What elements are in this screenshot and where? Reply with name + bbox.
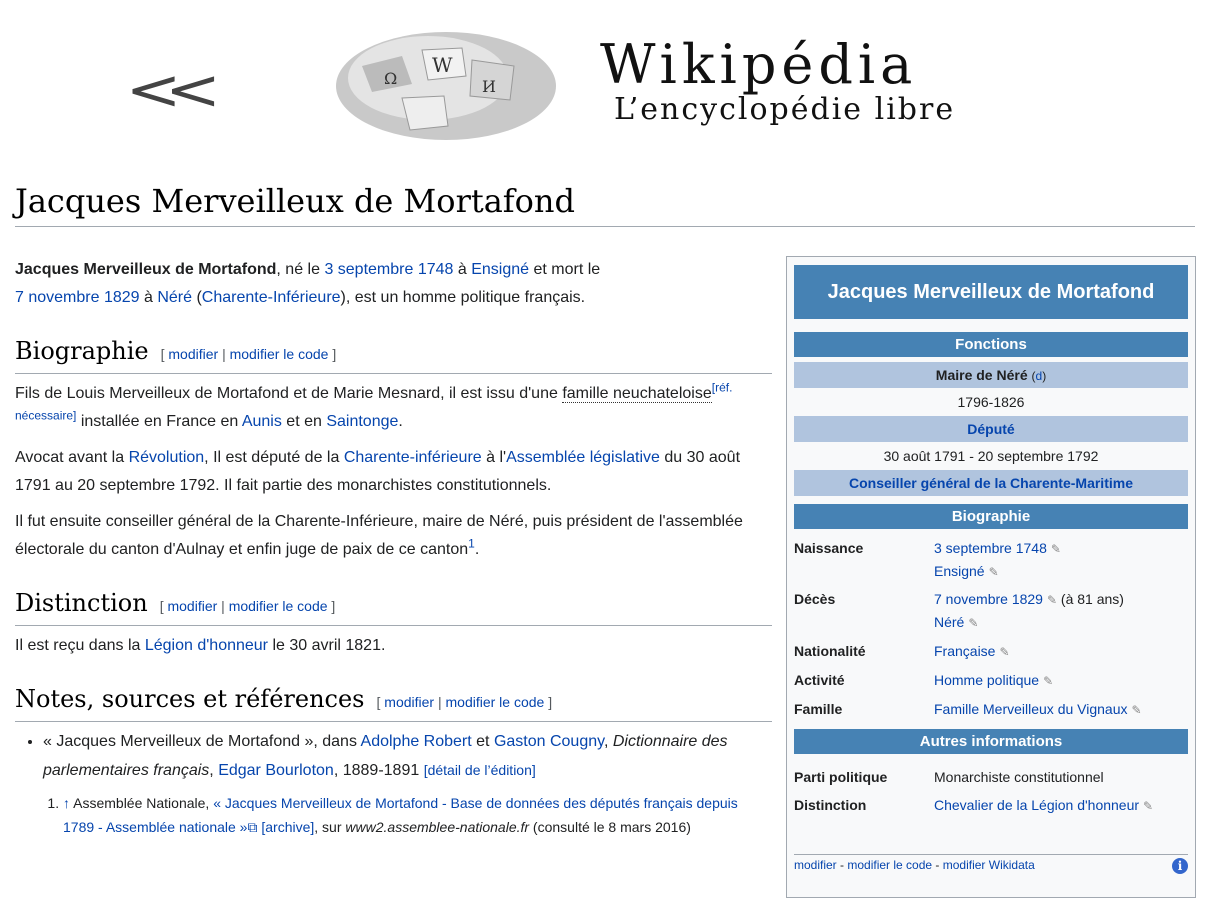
back-label: << [125, 58, 205, 123]
infobox-row-distinction [787, 788, 1195, 817]
bio-text: . [474, 541, 480, 558]
ref-text: (consulté le 8 mars 2016) [529, 819, 691, 835]
edit-sep: | [434, 694, 446, 710]
external-link-icon: ⧉ [247, 819, 258, 835]
footer-sep: - [932, 858, 943, 872]
infobox [786, 256, 1196, 898]
distinction-paragraph [15, 632, 772, 660]
famille-term: famille neuchateloise [562, 385, 712, 402]
birth-date-link[interactable]: 3 septembre 1748 [324, 261, 454, 278]
intro-text: ( [192, 289, 202, 306]
infobox-section-autres: Autres informations [794, 729, 1188, 754]
edit-bracket: [ [376, 694, 385, 710]
bio-text: installée en France en [76, 413, 242, 430]
modifier-code-link[interactable]: modifier le code [228, 598, 328, 614]
naissance-value [934, 537, 1188, 583]
modifier-link[interactable]: modifier [168, 346, 219, 362]
heading-text: Biographie [15, 337, 149, 365]
source-text: « Jacques Merveilleux de Mortafond », dans [43, 733, 361, 750]
section-edit-links [377, 694, 553, 710]
article-content [15, 256, 772, 839]
footer-modifier-code-link[interactable]: modifier le code [847, 858, 933, 872]
ref-needed-link[interactable]: [réf. nécessaire] [15, 380, 733, 423]
ref-text: Assemblée Nationale, [70, 795, 214, 811]
conseiller-link[interactable]: Conseiller général de la Charente-Maritime [849, 475, 1133, 491]
pencil-icon[interactable]: ✎ [988, 565, 999, 579]
back-button[interactable] [125, 58, 204, 123]
deces-date-link[interactable]: 7 novembre 1829 [934, 591, 1043, 607]
intro-text: et mort le [529, 261, 601, 278]
bio-text: du 30 août 1791 au 20 septembre 1792. Il fait partie des monarchistes constitutionnels. [15, 449, 741, 494]
infobox-row-parti [787, 754, 1195, 788]
intro-text: ), est un homme politique français. [340, 289, 586, 306]
nationalite-link[interactable]: Française [934, 643, 996, 659]
heading-notes [15, 682, 772, 722]
source-text: et [471, 733, 494, 750]
cougny-link[interactable]: Gaston Cougny [493, 733, 604, 750]
pencil-icon[interactable]: ✎ [1050, 542, 1061, 556]
infobox-conseiller [794, 470, 1188, 496]
edit-sep: | [218, 346, 230, 362]
ref-back-arrow[interactable]: ↑ [63, 795, 70, 811]
ref-site: www2.assemblee-nationale.fr [345, 819, 530, 835]
edit-bracket: ] [327, 598, 336, 614]
infobox-section-biographie: Biographie [794, 504, 1188, 529]
distinction-link[interactable]: Chevalier de la Légion d'honneur [934, 797, 1140, 813]
source-text: , [603, 733, 613, 750]
activite-label: Activité [794, 672, 845, 688]
intro-text: , né le [276, 261, 325, 278]
famille-link[interactable]: Famille Merveilleux du Vignaux [934, 701, 1128, 717]
edit-sep: | [217, 598, 229, 614]
activite-link[interactable]: Homme politique [934, 672, 1040, 688]
wikipedia-globe-logo[interactable] [332, 26, 560, 140]
intro-name: Jacques Merveilleux de Mortafond [15, 261, 277, 278]
infobox-section-fonctions: Fonctions [794, 332, 1188, 357]
edit-bracket: ] [544, 694, 553, 710]
svg-text:W: W [432, 53, 453, 77]
infobox-depute-dates: 30 août 1791 - 20 septembre 1792 [883, 448, 1099, 464]
edition-detail-link[interactable]: [détail de l’édition] [423, 762, 536, 778]
wordmark[interactable]: Wikipédia [600, 33, 918, 96]
deces-value [934, 588, 1188, 634]
famille-label: Famille [794, 701, 843, 717]
robert-link[interactable]: Adolphe Robert [360, 733, 472, 750]
parti-label: Parti politique [794, 769, 888, 785]
tagline: L’encyclopédie libre [614, 92, 956, 127]
deces-age: (à 81 ans) [1057, 591, 1124, 607]
parti-value: Monarchiste constitutionnel [934, 769, 1104, 785]
pencil-icon[interactable]: ✎ [1143, 799, 1154, 813]
bio-paragraph-3 [15, 508, 772, 564]
bio-paragraph-2 [15, 444, 772, 500]
death-date-link[interactable]: 7 novembre 1829 [15, 289, 140, 306]
note-1-link[interactable]: 1 [468, 536, 475, 551]
infobox-title: Jacques Merveilleux de Mortafond [794, 265, 1188, 319]
archive-link[interactable]: [archive] [261, 819, 315, 835]
section-edit-links [161, 346, 337, 362]
heading-text: Notes, sources et références [15, 685, 365, 713]
deces-lieu-link[interactable]: Néré [934, 614, 965, 630]
modifier-code-link[interactable]: modifier le code [445, 694, 545, 710]
infobox-maire: Maire de Néré (d) [794, 362, 1188, 388]
footer-sep: - [836, 858, 848, 872]
distinction-label: Distinction [794, 797, 867, 813]
assemblee-db-link[interactable]: « Jacques Merveilleux de Mortafond - Base de données des députés français depuis 1789 - Assemblée nationale » [63, 795, 738, 835]
footer-wikidata-link[interactable]: modifier Wikidata [942, 858, 1035, 872]
source-text: , 1889-1891 [333, 762, 424, 779]
depute-link[interactable]: Député [967, 421, 1015, 437]
sources-list [15, 728, 772, 785]
bio-text: , Il est député de la [204, 449, 344, 466]
aunis-link[interactable]: Aunis [241, 413, 282, 430]
edit-bracket: [ [159, 598, 168, 614]
edit-bracket: ] [328, 346, 337, 362]
intro-paragraph [15, 256, 772, 312]
wikidata-d-link[interactable]: d [1035, 369, 1043, 383]
reference-item [63, 791, 772, 839]
source-text: , [209, 762, 219, 779]
section-edit-links [160, 598, 336, 614]
references-list [15, 791, 772, 839]
bio-text: Avocat avant la [15, 449, 129, 466]
activite-value [934, 669, 1188, 692]
legion-link[interactable]: Légion d'honneur [144, 637, 269, 654]
pencil-icon[interactable]: ✎ [1046, 593, 1058, 607]
maire-label: Maire de Néré [935, 367, 1028, 383]
pencil-icon[interactable]: ✎ [1043, 674, 1054, 688]
intro-text: à [453, 261, 472, 278]
svg-text:И: И [482, 77, 496, 96]
infobox-row-nationalite [787, 634, 1195, 663]
svg-text:Ω: Ω [384, 69, 398, 88]
distinction-text: Il est reçu dans la [15, 637, 145, 654]
assemblee-link[interactable]: Assemblée législative [506, 449, 660, 466]
pencil-icon[interactable]: ✎ [968, 616, 979, 630]
famille-value [934, 698, 1188, 721]
modifier-link[interactable]: modifier [384, 694, 435, 710]
bio-paragraph-1 [15, 380, 772, 436]
revolution-link[interactable]: Révolution [128, 449, 205, 466]
pencil-icon[interactable]: ✎ [999, 645, 1010, 659]
list-item [43, 728, 772, 785]
charente-link[interactable]: Charente-inférieure [343, 449, 482, 466]
nationalite-label: Nationalité [794, 643, 866, 659]
edit-bracket: [ [160, 346, 169, 362]
distinction-text: le 30 avril 1821. [268, 637, 386, 654]
info-icon[interactable]: i [1172, 858, 1188, 874]
nationalite-value [934, 640, 1188, 663]
pencil-icon[interactable]: ✎ [1131, 703, 1142, 717]
death-place-link[interactable]: Néré [157, 289, 193, 306]
bio-text: Il fut ensuite conseiller général de la Charente-Inférieure, maire de Néré, puis président de l'assemblée électorale du canton d'Aulnay et enfin juge de paix de ce canton [15, 513, 743, 558]
infobox-row-deces [787, 583, 1195, 634]
bio-text: . [398, 413, 403, 430]
infobox-maire-dates: 1796-1826 [957, 394, 1025, 410]
saintonge-link[interactable]: Saintonge [326, 413, 399, 430]
dictionary-title: Dictionnaire des parlementaires français [43, 733, 728, 779]
deces-label: Décès [794, 591, 836, 607]
heading-text: Distinction [15, 589, 148, 617]
modifier-code-link[interactable]: modifier le code [229, 346, 329, 362]
heading-distinction [15, 586, 772, 626]
heading-biographie [15, 334, 772, 374]
intro-text: à [139, 289, 158, 306]
infobox-row-famille [787, 692, 1195, 721]
page-title: Jacques Merveilleux de Mortafond [15, 182, 1195, 227]
distinction-value [934, 794, 1188, 817]
naissance-date-link[interactable]: 3 septembre 1748 [934, 540, 1047, 556]
infobox-row-activite [787, 663, 1195, 692]
naissance-lieu-link[interactable]: Ensigné [934, 563, 985, 579]
bio-text: Fils de Louis Merveilleux de Mortafond et de Marie Mesnard, il est issu d'une [15, 385, 563, 402]
bio-text: à l' [481, 449, 507, 466]
birth-place-link[interactable]: Ensigné [471, 261, 530, 278]
dept-link[interactable]: Charente-Inférieure [201, 289, 341, 306]
infobox-depute [794, 416, 1188, 442]
infobox-row-naissance [787, 529, 1195, 583]
ref-text: , sur [314, 819, 346, 835]
infobox-footer [794, 854, 1188, 872]
modifier-link[interactable]: modifier [167, 598, 218, 614]
footer-modifier-link[interactable]: modifier [794, 858, 837, 872]
bio-text: et en [281, 413, 327, 430]
naissance-label: Naissance [794, 540, 864, 556]
bourloton-link[interactable]: Edgar Bourloton [218, 762, 334, 779]
